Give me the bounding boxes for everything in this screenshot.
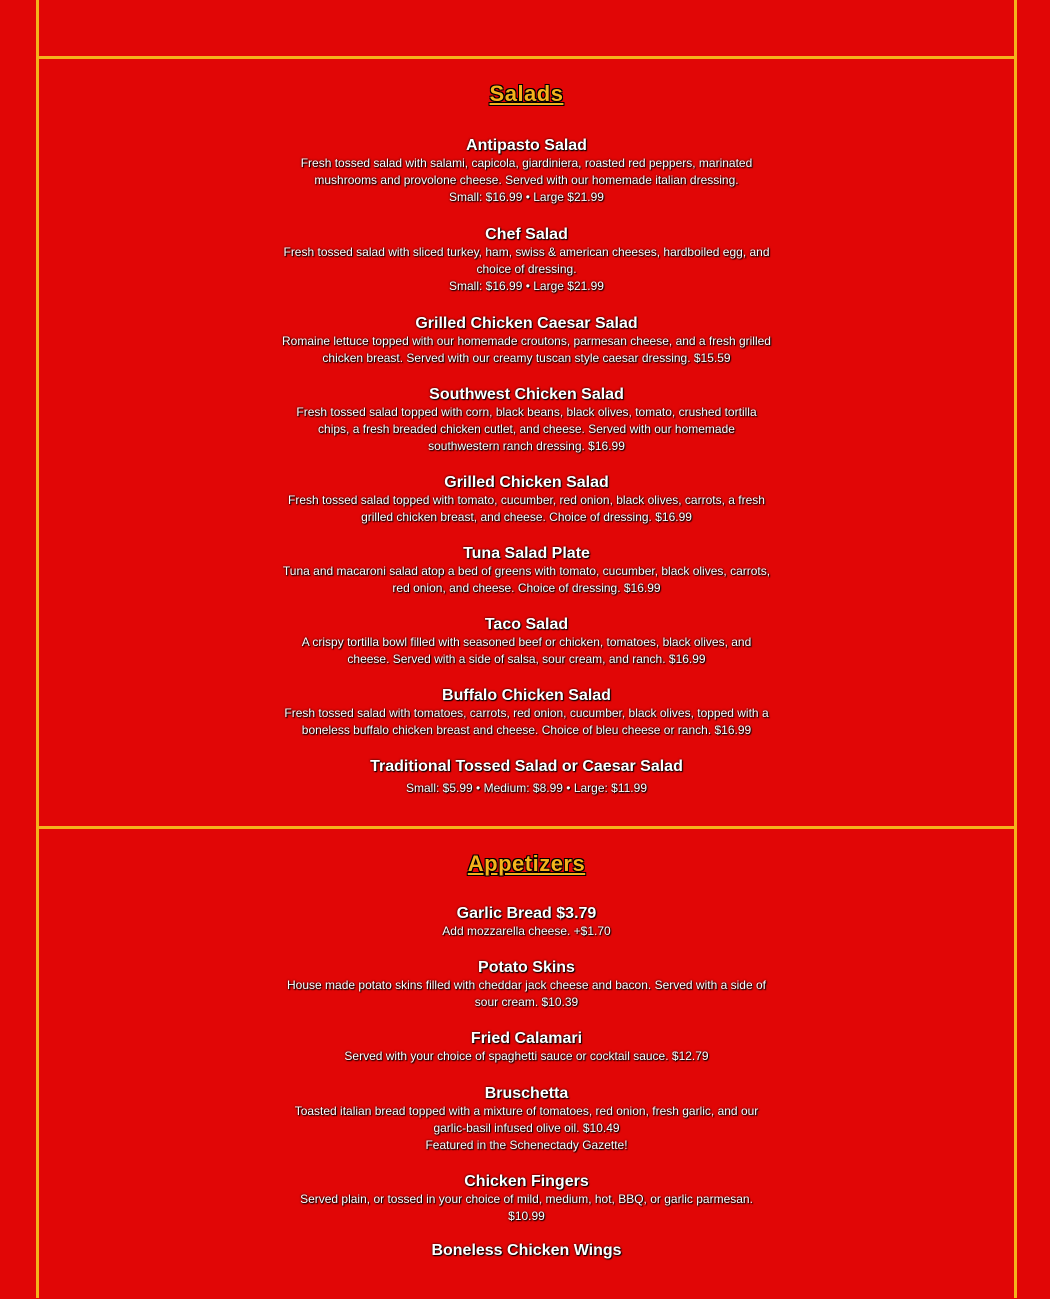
item-description: Toasted italian bread topped with a mixture of tomatoes, red onion, fresh garlic, and our garlic-basil infused olive oil. $10.49 bbox=[294, 1104, 759, 1135]
item-name: Chef Salad bbox=[485, 226, 568, 243]
menu-item-potato-skins bbox=[282, 958, 772, 1011]
item-note: Featured in the Schenectady Gazette! bbox=[425, 1138, 628, 1152]
previous-section bbox=[39, 0, 1014, 56]
item-description: Add mozzarella cheese. +$1.70 bbox=[442, 924, 611, 938]
item-description: Served plain, or tossed in your choice of mild, medium, hot, BBQ, or garlic parmesan. $10.99 bbox=[300, 1192, 753, 1223]
menu-item-taco-salad bbox=[282, 615, 772, 668]
item-description: Fresh tossed salad with sliced turkey, ham, swiss & american cheeses, hardboiled egg, and choice of dressing. bbox=[283, 245, 770, 276]
item-description: House made potato skins filled with cheddar jack cheese and bacon. Served with a side of sour cream. $10.39 bbox=[287, 978, 766, 1009]
item-name: Bruschetta bbox=[484, 1085, 569, 1102]
menu-item-chef-salad bbox=[282, 225, 772, 295]
item-description: Served with your choice of spaghetti sauce or cocktail sauce. $12.79 bbox=[344, 1049, 709, 1063]
section-title-salads: Salads bbox=[489, 81, 564, 106]
menu-item-garlic-bread bbox=[282, 904, 772, 940]
item-description: A crispy tortilla bowl filled with seasoned beef or chicken, tomatoes, black olives, and cheese. Served with a side of salsa, sour cream, and ranch. $16.99 bbox=[301, 635, 752, 666]
item-name: Potato Skins bbox=[478, 959, 575, 976]
item-name: Grilled Chicken Salad bbox=[444, 474, 609, 491]
item-price: Small: $16.99 • Large $21.99 bbox=[449, 279, 604, 293]
item-name: Boneless Chicken Wings bbox=[431, 1242, 622, 1259]
menu-item-tuna-salad-plate bbox=[282, 544, 772, 597]
menu-item-grilled-chicken-salad bbox=[282, 473, 772, 526]
menu-item-chicken-fingers bbox=[282, 1172, 772, 1225]
salads-section bbox=[39, 56, 1014, 826]
menu-item-southwest-chicken-salad bbox=[282, 385, 772, 455]
menu-item-grilled-chicken-caesar-salad bbox=[282, 314, 772, 367]
item-name: Taco Salad bbox=[484, 616, 569, 633]
menu-item-antipasto-salad bbox=[282, 136, 772, 206]
item-name: Southwest Chicken Salad bbox=[429, 386, 624, 403]
menu-page bbox=[36, 0, 1017, 1298]
item-name: Garlic Bread $3.79 bbox=[456, 905, 597, 922]
section-title-appetizers: Appetizers bbox=[467, 851, 586, 876]
item-price: Small: $16.99 • Large $21.99 bbox=[449, 190, 604, 204]
item-name: Antipasto Salad bbox=[466, 137, 587, 154]
item-name: Tuna Salad Plate bbox=[463, 545, 590, 562]
item-name: Fried Calamari bbox=[470, 1030, 583, 1047]
item-name: Buffalo Chicken Salad bbox=[442, 687, 611, 704]
menu-item-fried-calamari bbox=[282, 1029, 772, 1065]
menu-item-boneless-chicken-wings bbox=[282, 1241, 772, 1260]
item-description: Fresh tossed salad with salami, capicola, giardiniera, roasted red peppers, marinated mushrooms and provolone cheese. Served with our homemade italian dressing. bbox=[300, 156, 753, 187]
item-name: Traditional Tossed Salad or Caesar Salad bbox=[370, 758, 683, 775]
item-price: Small: $5.99 • Medium: $8.99 • Large: $11.99 bbox=[406, 781, 647, 795]
appetizers-section bbox=[39, 826, 1014, 1299]
item-description: Romaine lettuce topped with our homemade croutons, parmesan cheese, and a fresh grilled chicken breast. Served with our creamy tuscan style caesar dressing. $15.59 bbox=[282, 334, 771, 365]
menu-item-buffalo-chicken-salad bbox=[282, 686, 772, 739]
item-description: Tuna and macaroni salad atop a bed of greens with tomato, cucumber, black olives, carrots, red onion, and cheese. Choice of dressing. $16.99 bbox=[282, 564, 771, 595]
item-name: Chicken Fingers bbox=[464, 1173, 589, 1190]
item-description: Fresh tossed salad topped with corn, black beans, black olives, tomato, crushed tortilla chips, a fresh breaded chicken cutlet, and cheese. Served with our homemade southwestern ranch dressing. $16.99 bbox=[296, 405, 757, 453]
menu-item-bruschetta bbox=[282, 1084, 772, 1154]
item-description: Fresh tossed salad topped with tomato, cucumber, red onion, black olives, carrots, a fresh grilled chicken breast, and cheese. Choice of dressing. $16.99 bbox=[288, 493, 765, 524]
item-description: Fresh tossed salad with tomatoes, carrots, red onion, cucumber, black olives, topped with a boneless buffalo chicken breast and cheese. Choice of bleu cheese or ranch. $16.99 bbox=[284, 706, 769, 737]
item-name: Grilled Chicken Caesar Salad bbox=[415, 315, 638, 332]
menu-item-traditional-tossed-salad bbox=[282, 757, 772, 797]
